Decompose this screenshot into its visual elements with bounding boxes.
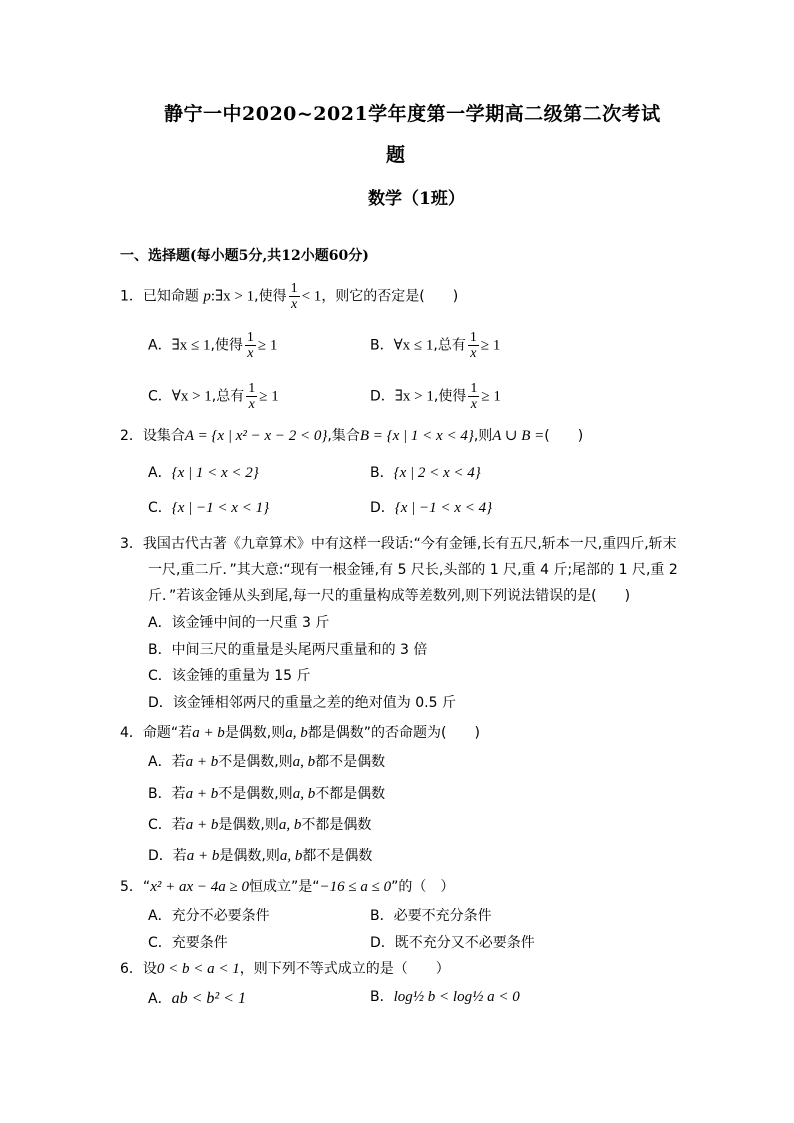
option-text: 都不是偶数: [302, 848, 373, 864]
question-text: “: [142, 879, 151, 895]
subject-title: 数学（1班）: [368, 189, 465, 209]
question-3-line-3: 斤．”若该金锤从头到尾,每一尺的重量构成等差数列,则下列说法错误的是( ): [148, 588, 631, 604]
math-expression: B = {x | 1 < x < 4}: [359, 428, 474, 444]
option-text: ,使得: [433, 388, 467, 405]
math-expression: ≥ 1: [480, 337, 501, 354]
fraction-denominator: x: [470, 346, 477, 361]
option-d[interactable]: D．既不充分又不必要条件: [370, 935, 535, 951]
question-number: 4．: [120, 725, 143, 741]
question-text: ,集合: [327, 428, 360, 444]
math-expression: {x | 2 < x < 4}: [393, 465, 481, 481]
question-1: [120, 281, 458, 312]
fraction: [468, 381, 479, 412]
question-number: 6．: [120, 961, 143, 977]
math-expression: a + b: [185, 786, 219, 802]
math-expression: {x | 1 < x < 2}: [171, 465, 259, 481]
math-expression: ∀x ≤ 1: [393, 337, 434, 354]
option-c[interactable]: [148, 496, 269, 520]
option-text: ,总有: [433, 337, 466, 354]
option-label: C．: [148, 500, 172, 516]
question-text: 都是偶数”的否命题为( ): [307, 725, 480, 741]
fraction-numerator: 1: [290, 281, 298, 296]
question-text: 设: [142, 961, 157, 977]
option-d[interactable]: [370, 496, 492, 520]
math-expression: ∃x ≤ 1: [171, 337, 211, 354]
question-text: ”的（ ）: [391, 879, 455, 895]
option-a[interactable]: A．该金锤中间的一尺重 3 斤: [148, 615, 330, 631]
question-text: ,则: [473, 428, 493, 444]
option-text: 不都是偶数: [301, 817, 372, 833]
math-expression: < 1: [301, 288, 322, 305]
fraction-denominator: x: [470, 397, 477, 412]
math-expression: a + b: [185, 817, 219, 833]
option-label: B．: [148, 786, 172, 802]
option-text: 不是偶数,则: [218, 754, 293, 770]
option-label: D．: [370, 500, 395, 516]
question-number: 1．: [120, 288, 143, 305]
page-title-continuation: 题: [386, 144, 406, 166]
option-label: A．: [148, 754, 172, 770]
math-expression: a + b: [185, 754, 219, 770]
question-3-line-1: 3．我国古代古著《九章算术》中有这样一段话:“今有金锤,长有五尺,斩本一尺,重四斤,斩末: [120, 536, 677, 552]
fraction-denominator: x: [290, 297, 298, 312]
option-text: 不是偶数,则: [218, 786, 293, 802]
fraction-numerator: 1: [246, 330, 254, 345]
math-expression: ≥ 1: [257, 337, 278, 354]
option-c[interactable]: [148, 381, 279, 412]
option-a[interactable]: A．充分不必要条件: [148, 908, 270, 924]
math-expression: a, b: [279, 848, 303, 864]
math-expression: log½ b < log½ a < 0: [393, 989, 520, 1005]
math-expression: a + b: [192, 725, 225, 741]
option-text: 若: [171, 786, 186, 802]
math-expression: {x | −1 < x < 4}: [394, 500, 493, 516]
question-5: [120, 875, 454, 899]
option-label: D．: [148, 848, 173, 864]
question-text: ，则下列不等式成立的是（ ）: [239, 961, 450, 977]
math-expression: ∃x > 1: [394, 388, 434, 405]
option-c[interactable]: C．该金锤的重量为 15 斤: [148, 668, 311, 684]
fraction-numerator: 1: [248, 381, 256, 396]
question-3-line-2: 一尺,重二斤．”其大意:“现有一根金锤,有 5 尺长,头部的 1 尺,重 4 斤;尾部的 1 尺,重 2: [148, 562, 678, 578]
option-b[interactable]: B．必要不充分条件: [370, 908, 492, 924]
question-text: 恒成立”是“: [248, 879, 320, 895]
question-2: [120, 424, 583, 448]
fraction-numerator: 1: [470, 381, 478, 396]
option-b[interactable]: [370, 330, 500, 361]
section-heading: 一、选择题(每小题5分,共12小题60分): [120, 248, 369, 264]
math-expression: a, b: [285, 725, 308, 741]
math-expression: :∃x > 1: [210, 288, 255, 305]
math-expression: ∀x > 1: [171, 388, 212, 405]
option-d[interactable]: D．该金锤相邻两尺的重量之差的绝对值为 0.5 斤: [148, 695, 456, 711]
question-text: 是偶数,则: [224, 725, 286, 741]
math-expression: ab < b² < 1: [171, 990, 246, 1007]
option-text: 是偶数,则: [219, 848, 280, 864]
question-6: [120, 957, 450, 981]
option-d[interactable]: [148, 844, 372, 868]
math-expression: ≥ 1: [259, 388, 279, 405]
option-b[interactable]: B．中间三尺的重量是头尾两尺重量和的 3 倍: [148, 642, 428, 658]
option-c[interactable]: [148, 813, 371, 837]
question-number: 2．: [120, 428, 143, 444]
math-expression: x² + ax − 4a ≥ 0: [150, 879, 249, 895]
option-a[interactable]: [148, 750, 385, 774]
option-label: C．: [148, 817, 172, 833]
fraction-denominator: x: [247, 346, 254, 361]
math-expression: A ∪ B =: [492, 428, 545, 444]
option-d[interactable]: [370, 381, 501, 412]
math-expression: p: [203, 288, 211, 305]
option-label: A．: [148, 991, 172, 1007]
question-text: ,使得: [254, 288, 287, 305]
option-text: ,总有: [211, 388, 245, 405]
math-expression: ≥ 1: [481, 388, 501, 405]
option-a[interactable]: [148, 987, 246, 1011]
option-text: 是偶数,则: [218, 817, 279, 833]
fraction: [289, 281, 300, 312]
question-text: 已知命题: [142, 288, 199, 305]
math-expression: a, b: [292, 786, 316, 802]
option-b[interactable]: [370, 461, 481, 485]
option-text: 不都是偶数: [315, 786, 386, 802]
option-label: B．: [370, 337, 394, 354]
option-b[interactable]: [148, 782, 385, 806]
math-expression: 0 < b < a < 1: [156, 961, 240, 977]
math-expression: a, b: [292, 754, 316, 770]
question-text: ( ): [544, 428, 584, 444]
option-label: A．: [148, 465, 172, 481]
question-text: ，则它的否定是( ): [321, 288, 459, 305]
question-number: 5．: [120, 879, 143, 895]
math-expression: {x | −1 < x < 1}: [171, 500, 270, 516]
option-label: B．: [370, 989, 394, 1005]
option-b[interactable]: [370, 985, 520, 1009]
math-expression: a, b: [278, 817, 302, 833]
math-expression: −16 ≤ a ≤ 0: [319, 879, 392, 895]
option-text: 都不是偶数: [315, 754, 386, 770]
option-c[interactable]: C．充要条件: [148, 935, 228, 951]
option-label: D．: [370, 388, 395, 405]
question-text: 设集合: [142, 428, 185, 444]
fraction: [245, 330, 256, 361]
option-a[interactable]: [148, 461, 259, 485]
math-expression: a + b: [186, 848, 220, 864]
fraction-denominator: x: [248, 397, 255, 412]
option-text: 若: [171, 754, 186, 770]
option-text: 若: [172, 848, 187, 864]
option-text: 若: [171, 817, 186, 833]
page-title: 静宁一中2020~2021学年度第一学期高二级第二次考试: [164, 103, 661, 125]
fraction-numerator: 1: [469, 330, 477, 345]
fraction: [246, 381, 257, 412]
question-4: [120, 721, 480, 745]
option-label: A．: [148, 337, 172, 354]
option-label: C．: [148, 388, 172, 405]
question-text: 命题“若: [142, 725, 193, 741]
fraction: [468, 330, 479, 361]
option-label: B．: [370, 465, 394, 481]
math-expression: A = {x | x² − x − 2 < 0}: [184, 428, 328, 444]
option-text: ,使得: [210, 337, 243, 354]
option-a[interactable]: [148, 330, 277, 361]
